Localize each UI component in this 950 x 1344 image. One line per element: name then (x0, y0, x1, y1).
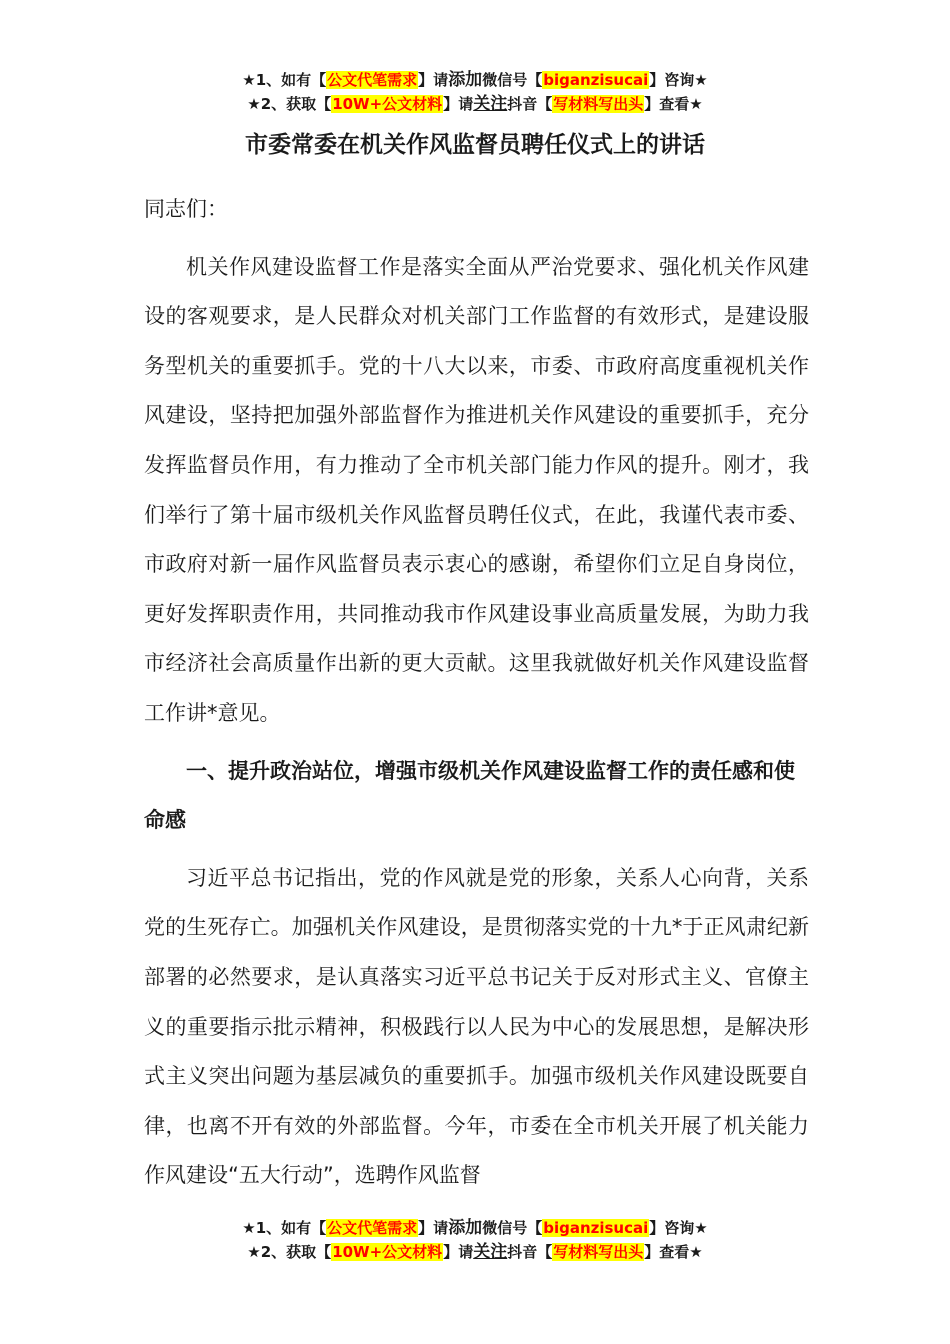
promo-banner-bottom (0, 1216, 950, 1264)
paragraph-1: 机关作风建设监督工作是落实全面从严治党要求、强化机关作风建设的客观要求，是人民群众对机关部门工作监督的有效形式，是建设服务型机关的重要抓手。党的十八大以来，市委、市政府高度重视机关作风建设，坚持把加强外部监督作为推进机关作风建设的重要抓手，充分发挥监督员作用，有力推动了全市机关部门能力作风的提升。刚才，我们举行了第十届市级机关作风监督员聘任仪式，在此，我谨代表市委、市政府对新一届作风监督员表示衷心的感谢，希望你们立足自身岗位，更好发挥职责作用，共同推动我市作风建设事业高质量发展，为助力我市经济社会高质量作出新的更大贡献。这里我就做好机关作风建设监督工作讲*意见。 (144, 254, 809, 725)
document-body (144, 185, 809, 1201)
promo-highlight: 公文代笔需求 (327, 1219, 418, 1237)
promo-text: 】请 (418, 1219, 449, 1237)
promo-line-2 (0, 92, 950, 116)
promo-emphasis: 添加 (448, 1218, 483, 1238)
promo-text: 】查看★ (644, 95, 703, 113)
paragraph-2: 习近平总书记指出，党的作风就是党的形象，关系人心向背，关系党的生死存亡。加强机关作风建设，是贯彻落实党的十九*于正风肃纪新部署的必然要求，是认真落实习近平总书记关于反对形式主义、官僚主义的重要指示批示精神，积极践行以人民为中心的发展思想，是解决形式主义突出问题为基层减负的重要抓手。加强市级机关作风建设既要自律，也离不开有效的外部监督。今年，市委在全市机关开展了机关能力作风建设“五大行动”，选聘作风监督 (144, 865, 809, 1188)
promo-text: 】请 (418, 71, 449, 89)
promo-text: ★2、获取【 (247, 95, 332, 113)
section-heading-1: 一、提升政治站位，增强市级机关作风建设监督工作的责任感和使命感 (144, 758, 795, 833)
promo-douyin-id: 写材料写出头 (553, 95, 644, 113)
promo-text: 】咨询★ (649, 1219, 708, 1237)
promo-text: 微信号【 (482, 1219, 543, 1237)
promo-line-1 (0, 1216, 950, 1240)
promo-highlight: 公文代笔需求 (327, 71, 418, 89)
promo-text: 抖音【 (507, 1243, 553, 1261)
promo-banner-top (0, 68, 950, 116)
promo-douyin-id: 写材料写出头 (553, 1243, 644, 1261)
promo-highlight: 10W+公文材料 (332, 95, 443, 113)
promo-line-2 (0, 1240, 950, 1264)
promo-text: 微信号【 (482, 71, 543, 89)
promo-text: 】请 (443, 95, 474, 113)
promo-wechat-id: biganzisucai (543, 71, 649, 89)
promo-emphasis: 添加 (448, 70, 483, 90)
promo-wechat-id: biganzisucai (543, 1219, 649, 1237)
promo-text: ★1、如有【 (242, 1219, 327, 1237)
promo-highlight: 10W+公文材料 (332, 1243, 443, 1261)
promo-text: 抖音【 (507, 95, 553, 113)
promo-text: ★2、获取【 (247, 1243, 332, 1261)
promo-text: 】查看★ (644, 1243, 703, 1261)
promo-emphasis: 关注 (473, 94, 508, 114)
document-title: 市委常委在机关作风监督员聘任仪式上的讲话 (245, 132, 705, 158)
promo-line-1 (0, 68, 950, 92)
promo-emphasis: 关注 (473, 1242, 508, 1262)
promo-text: ★1、如有【 (242, 71, 327, 89)
promo-text: 】咨询★ (649, 71, 708, 89)
promo-text: 】请 (443, 1243, 474, 1261)
greeting: 同志们： (144, 197, 228, 221)
